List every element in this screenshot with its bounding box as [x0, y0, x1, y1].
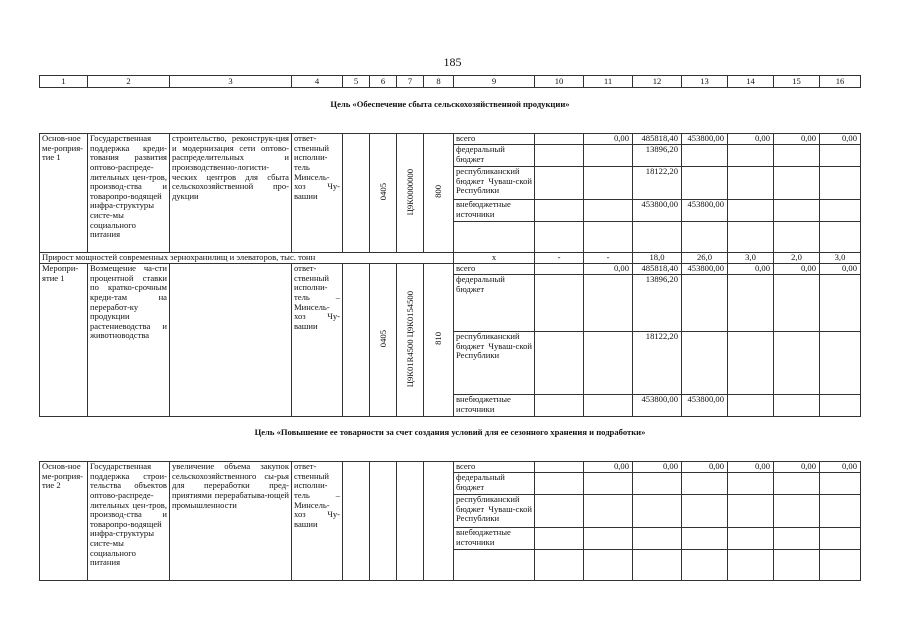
column-header: 12 — [633, 76, 682, 88]
measure-goal: увеличение объема закупок сельскохозяйственного сы-рья для переработки пред-приятиями перерабатыва-ющей промышленности — [170, 462, 292, 581]
code-cell — [370, 462, 397, 581]
value-cell: 2,0 — [774, 253, 820, 264]
column-header: 5 — [343, 76, 370, 88]
value-cell: - — [584, 253, 633, 264]
value-cell: 453800,00 — [682, 134, 728, 145]
value-cell: 3,0 — [820, 253, 861, 264]
code-cell: 800 — [424, 134, 454, 253]
responsible-executor: ответ-ственный исполни-тель Минсель-хоз Чу-вашии — [292, 134, 343, 253]
column-header: 14 — [728, 76, 774, 88]
funding-source: внебюджетные источники — [454, 200, 535, 222]
funding-source: республиканский бюджет Чуваш-ской Республики — [454, 167, 535, 200]
code-cell: 0405 — [370, 134, 397, 253]
column-header: 1 — [40, 76, 88, 88]
value-cell: 453800,00 — [682, 200, 728, 222]
value-cell: 0,00 — [584, 264, 633, 275]
measure-name: Меропри-ятие 1 — [40, 264, 88, 417]
value-cell: 0,00 — [682, 462, 728, 473]
measure-description: Государственная поддержка креди-тования развития оптово-распреде-лительных цен-тров, производ-ства и товаропро-водящей инфра-структуры систе-мы социального питания — [88, 134, 170, 253]
column-header: 9 — [454, 76, 535, 88]
column-header: 4 — [292, 76, 343, 88]
code-cell — [343, 264, 370, 417]
value-cell: 453800,00 — [682, 264, 728, 275]
column-header: 13 — [682, 76, 728, 88]
code-cell: 810 — [424, 264, 454, 417]
value-cell: 18122,20 — [633, 167, 682, 200]
value-cell: 0,00 — [774, 134, 820, 145]
code-cell — [343, 462, 370, 581]
code-cell — [343, 134, 370, 253]
funding-source: республиканский бюджет Чуваш-ской Республики — [454, 332, 535, 395]
code-cell: Ц9К01R4500 Ц9К0154500 — [397, 264, 424, 417]
measure-goal — [170, 264, 292, 417]
indicator-label: Прирост мощностей современных зернохранилищ и элеваторов, тыс. тонн — [40, 253, 454, 264]
code-cell — [397, 462, 424, 581]
value-cell: 0,00 — [633, 462, 682, 473]
program-table — [39, 75, 861, 581]
goal-heading-1: Цель «Обеспечение сбыта сельскохозяйственной продукции» — [330, 99, 570, 110]
measure-name: Основ-ное ме-роприя-тие 2 — [40, 462, 88, 581]
funding-source: внебюджетные источники — [454, 395, 535, 417]
value-cell: 453800,00 — [682, 395, 728, 417]
value-cell: 0,00 — [728, 462, 774, 473]
table-row — [40, 134, 861, 145]
value-cell: 485818,40 — [633, 264, 682, 275]
value-cell: 453800,00 — [633, 395, 682, 417]
value-cell: x — [454, 253, 535, 264]
measure-name: Основ-ное ме-роприя-тие 1 — [40, 134, 88, 253]
measure-goal: строительство, реконструк-ция и модернизация сети оптово-распределительных и производственно-логисти-ческих центров для сбыта сельскохозяйственной про-дукции — [170, 134, 292, 253]
funding-source: всего — [454, 134, 535, 145]
funding-source: федеральный бюджет — [454, 473, 535, 495]
value-cell: 453800,00 — [633, 200, 682, 222]
column-header: 2 — [88, 76, 170, 88]
value-cell: 0,00 — [728, 264, 774, 275]
funding-source: внебюджетные источники — [454, 528, 535, 550]
code-cell: Ц9К0000000 — [397, 134, 424, 253]
measure-description: Возмещение ча-сти процентной ставки по кратко-срочным креди-там на переработ-ку продукции растениеводства и животноводства — [88, 264, 170, 417]
value-cell: 13896,20 — [633, 275, 682, 332]
value-cell: 485818,40 — [633, 134, 682, 145]
column-header: 15 — [774, 76, 820, 88]
value-cell: 18122,20 — [633, 332, 682, 395]
measure-description: Государственная поддержка строи-тельства объектов оптово-распреде-лительных цен-тров, производ-ства и товаропро-водящей инфра-структуры систе-мы социального питания — [88, 462, 170, 581]
value-cell: 0,00 — [728, 134, 774, 145]
value-cell: 0,00 — [584, 462, 633, 473]
funding-source: всего — [454, 264, 535, 275]
value-cell: 0,00 — [774, 264, 820, 275]
funding-source: федеральный бюджет — [454, 275, 535, 332]
column-header: 8 — [424, 76, 454, 88]
value-cell: 0,00 — [820, 264, 861, 275]
column-header: 3 — [170, 76, 292, 88]
value-cell: 0,00 — [774, 462, 820, 473]
value-cell: 0,00 — [820, 134, 861, 145]
code-cell: 0405 — [370, 264, 397, 417]
value-cell: 0,00 — [584, 134, 633, 145]
column-header: 6 — [370, 76, 397, 88]
column-header: 7 — [397, 76, 424, 88]
code-cell — [424, 462, 454, 581]
table-row — [40, 264, 861, 275]
page-number: 185 — [443, 55, 462, 69]
value-cell: - — [535, 253, 584, 264]
responsible-executor: ответ-ственный исполни-тель – Минсель-хоз Чу-вашии — [292, 264, 343, 417]
header-row — [40, 76, 861, 88]
value-cell: 3,0 — [728, 253, 774, 264]
value-cell: 13896,20 — [633, 145, 682, 167]
table-row — [40, 462, 861, 473]
value-cell: 0,00 — [820, 462, 861, 473]
column-header: 16 — [820, 76, 861, 88]
funding-source: федеральный бюджет — [454, 145, 535, 167]
value-cell — [535, 134, 584, 145]
responsible-executor: ответ-ственный исполни-тель – Минсель-хоз Чу-вашии — [292, 462, 343, 581]
column-header: 11 — [584, 76, 633, 88]
funding-source: всего — [454, 462, 535, 473]
funding-source: республиканский бюджет Чуваш-ской Республики — [454, 495, 535, 528]
value-cell: 18,0 — [633, 253, 682, 264]
value-cell: 26,0 — [682, 253, 728, 264]
indicator-row — [40, 253, 861, 264]
goal-heading-2: Цель «Повышение ее товарности за счет создания условий для ее сезонного хранения и подработки» — [254, 427, 646, 438]
column-header: 10 — [535, 76, 584, 88]
